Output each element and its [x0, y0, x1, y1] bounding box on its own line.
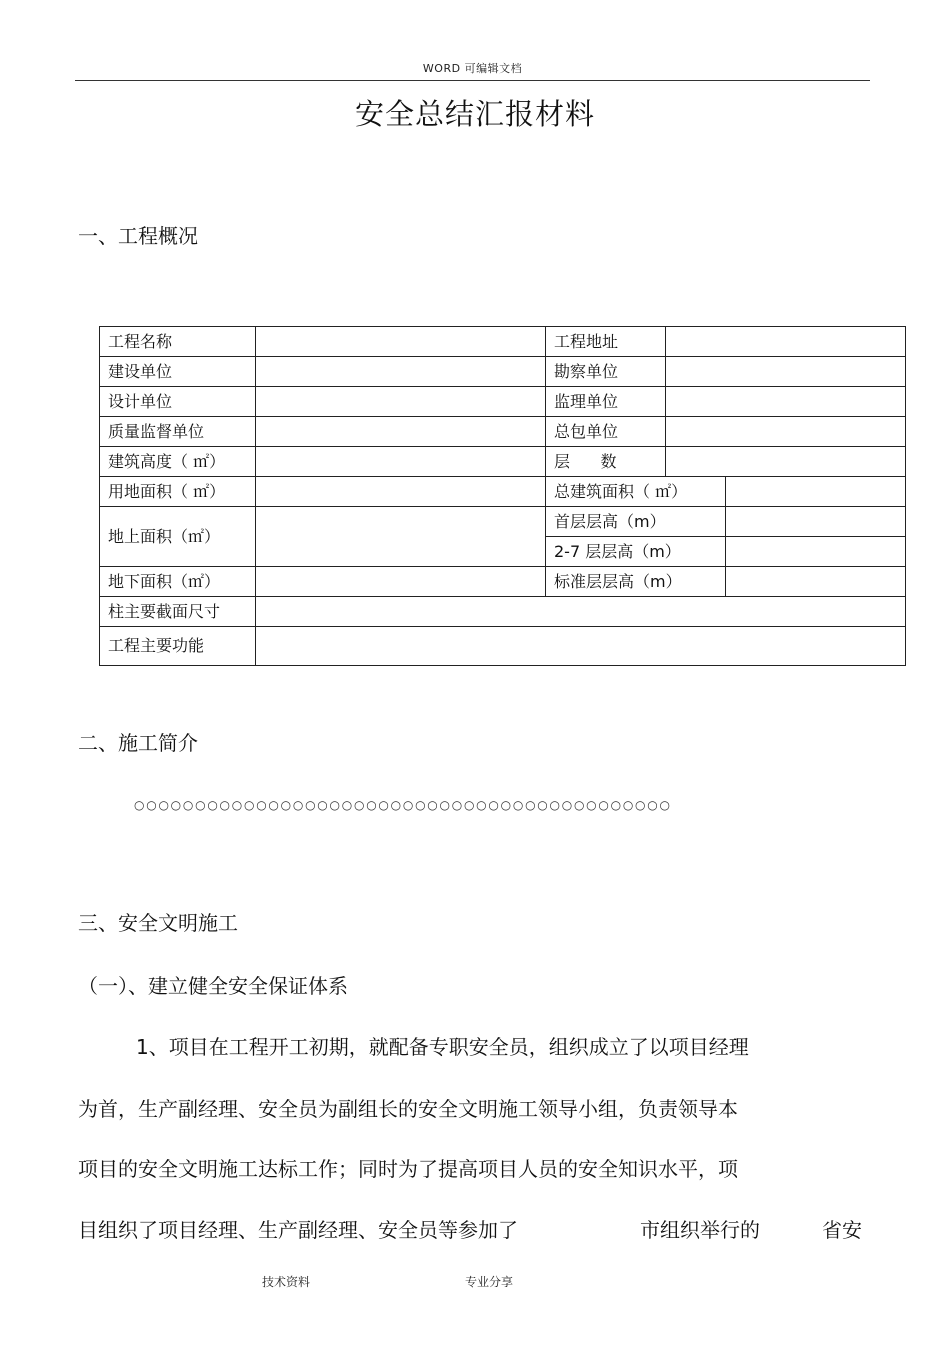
label-first-floor-height: 首层层高（m） [546, 507, 726, 537]
table-row [100, 387, 906, 417]
label-survey-unit: 勘察单位 [546, 357, 666, 387]
label-above-ground-area: 地上面积（㎡） [100, 507, 256, 567]
value-main-function [256, 627, 906, 666]
label-main-function: 工程主要功能 [100, 627, 256, 666]
value-total-floor-area [726, 477, 906, 507]
value-project-name [256, 327, 546, 357]
label-floor-2-7-height: 2-7 层层高（m） [546, 537, 726, 567]
table-row [100, 567, 906, 597]
page-header: WORD 可编辑文档 [422, 62, 523, 75]
table-row [100, 327, 906, 357]
value-general-contractor [666, 417, 906, 447]
paragraph-line-segment: 市组织举行的 [640, 1218, 760, 1242]
value-design-unit [256, 387, 546, 417]
project-info-table [99, 326, 906, 666]
table-row [100, 447, 906, 477]
table-row [100, 507, 906, 537]
value-underground-area [256, 567, 546, 597]
label-underground-area: 地下面积（㎡） [100, 567, 256, 597]
value-first-floor-height [726, 507, 906, 537]
value-supervision-unit [666, 387, 906, 417]
value-quality-supervision-unit [256, 417, 546, 447]
table-row [100, 627, 906, 666]
paragraph-line: 为首，生产副经理、安全员为副组长的安全文明施工领导小组，负责领导本 [78, 1097, 738, 1121]
value-column-section-size [256, 597, 906, 627]
paragraph-line: 项目的安全文明施工达标工作；同时为了提高项目人员的安全知识水平，项 [78, 1157, 738, 1181]
intro-placeholder-dots: ○○○○○○○○○○○○○○○○○○○○○○○○○○○○○○○○○○○○○○○○○○○○ [134, 798, 672, 812]
table-row [100, 597, 906, 627]
label-building-height: 建筑高度（ ㎡） [100, 447, 256, 477]
table-row [100, 357, 906, 387]
label-project-address: 工程地址 [546, 327, 666, 357]
value-floor-2-7-height [726, 537, 906, 567]
section-heading-overview: 一、工程概况 [78, 224, 198, 248]
label-standard-floor-height: 标准层层高（m） [546, 567, 726, 597]
footer-right: 专业分享 [465, 1275, 514, 1289]
header-rule [75, 80, 870, 81]
value-floor-count [666, 447, 906, 477]
value-project-address [666, 327, 906, 357]
label-general-contractor: 总包单位 [546, 417, 666, 447]
footer-left: 技术资料 [262, 1275, 311, 1289]
value-land-area [256, 477, 546, 507]
label-floor-count: 层 数 [546, 447, 666, 477]
label-column-section-size: 柱主要截面尺寸 [100, 597, 256, 627]
label-supervision-unit: 监理单位 [546, 387, 666, 417]
section-heading-construction-intro: 二、施工简介 [78, 731, 198, 755]
paragraph-line-segment: 省安 [822, 1218, 862, 1242]
value-survey-unit [666, 357, 906, 387]
table-row [100, 477, 906, 507]
table-row [100, 417, 906, 447]
value-above-ground-area [256, 507, 546, 567]
label-land-area: 用地面积（ ㎡） [100, 477, 256, 507]
value-standard-floor-height [726, 567, 906, 597]
paragraph-line: 目组织了项目经理、生产副经理、安全员等参加了 [78, 1218, 518, 1242]
label-design-unit: 设计单位 [100, 387, 256, 417]
subsection-heading-safety-system: （一）、建立健全安全保证体系 [78, 974, 348, 998]
label-project-name: 工程名称 [100, 327, 256, 357]
label-total-floor-area: 总建筑面积（ ㎡） [546, 477, 726, 507]
value-building-height [256, 447, 546, 477]
paragraph-line: 1、项目在工程开工初期，就配备专职安全员，组织成立了以项目经理 [136, 1035, 749, 1059]
label-construction-unit: 建设单位 [100, 357, 256, 387]
document-title: 安全总结汇报材料 [354, 97, 595, 131]
section-heading-safety: 三、安全文明施工 [78, 911, 238, 935]
label-quality-supervision-unit: 质量监督单位 [100, 417, 256, 447]
value-construction-unit [256, 357, 546, 387]
